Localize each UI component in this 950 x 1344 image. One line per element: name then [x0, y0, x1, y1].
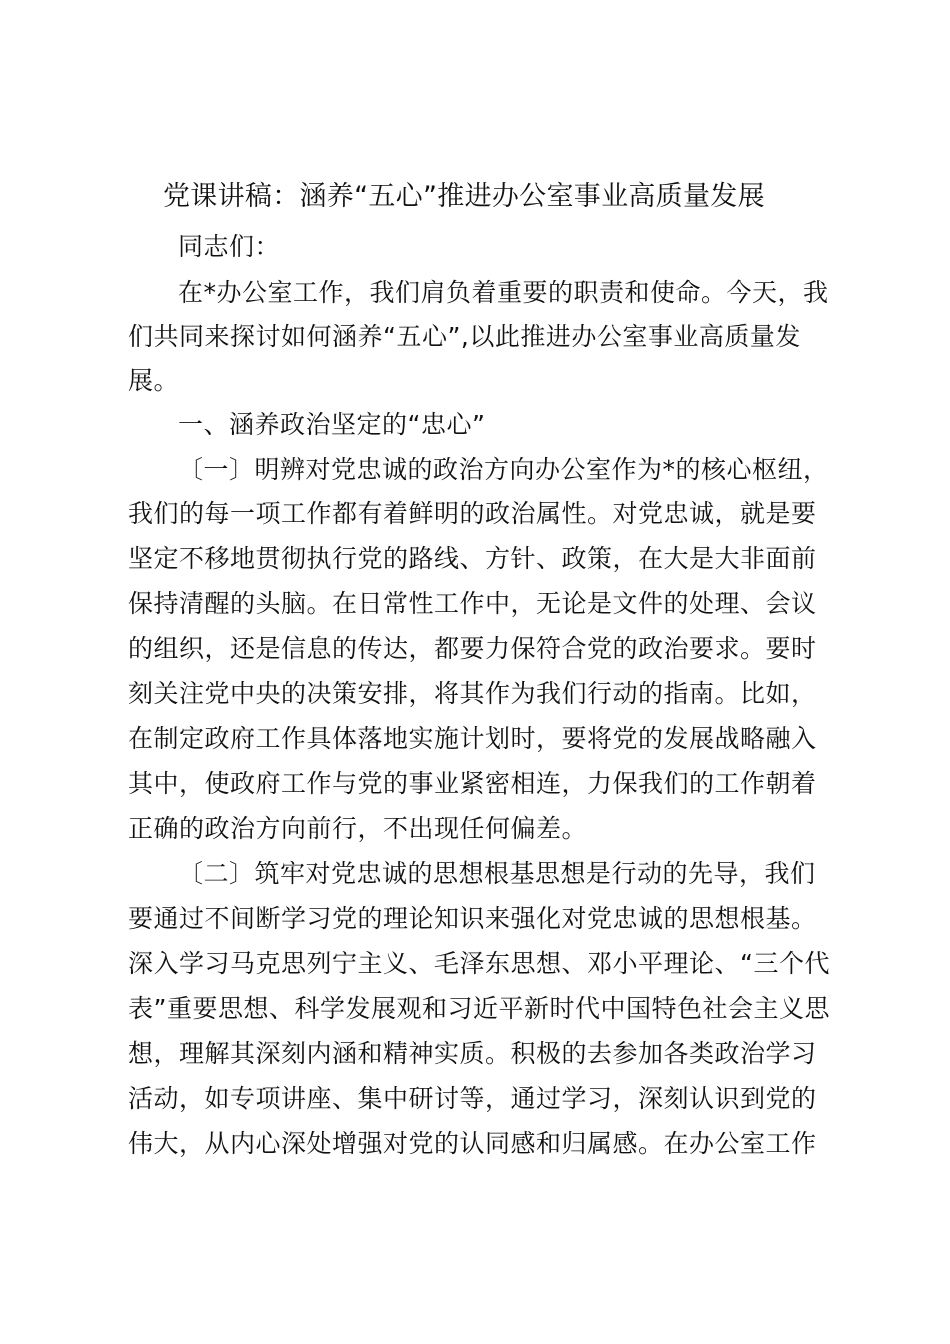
section-heading: 一、涵养政治坚定的“忠心”	[178, 410, 486, 439]
paragraph-line: 深入学习马克思列宁主义、毛泽东思想、邓小平理论、“三个代	[128, 949, 830, 978]
paragraph-line: 刻关注党中央的决策安排，将其作为我们行动的指南。比如，	[128, 679, 817, 708]
paragraph-line: 展。	[128, 366, 180, 395]
paragraph-line: 伟大，从内心深处增强对党的认同感和归属感。在办公室工作	[128, 1129, 817, 1158]
paragraph-line: 正确的政治方向前行，不出现任何偏差。	[128, 814, 588, 843]
paragraph-line: 我们的每一项工作都有着鲜明的政治属性。对党忠诚，就是要	[128, 499, 817, 528]
paragraph-line: 的组织，还是信息的传达，都要力保符合党的政治要求。要时	[128, 634, 817, 663]
greeting: 同志们：	[178, 232, 281, 261]
paragraph-line: 在*办公室工作，我们肩负着重要的职责和使命。今天，我	[178, 278, 829, 307]
paragraph-line: 想，理解其深刻内涵和精神实质。积极的去参加各类政治学习	[128, 1039, 817, 1068]
paragraph-line: 活动，如专项讲座、集中研讨等，通过学习，深刻认识到党的	[128, 1084, 817, 1113]
paragraph-line: 在制定政府工作具体落地实施计划时，要将党的发展战略融入	[128, 724, 817, 753]
document-title: 党课讲稿：涵养“五心”推进办公室事业高质量发展	[163, 181, 765, 212]
paragraph-line: 保持清醒的头脑。在日常性工作中，无论是文件的处理、会议	[128, 589, 817, 618]
paragraph-line: 表”重要思想、科学发展观和习近平新时代中国特色社会主义思	[128, 994, 830, 1023]
subsection-heading: 〔二〕筑牢对党忠诚的思想根基思想是行动的先导，我们	[178, 859, 816, 888]
paragraph-line: 要通过不间断学习党的理论知识来强化对党忠诚的思想根基。	[128, 904, 817, 933]
paragraph-line: 们共同来探讨如何涵养“五心”,以此推进办公室事业高质量发	[128, 322, 801, 351]
paragraph-line: 其中，使政府工作与党的事业紧密相连，力保我们的工作朝着	[128, 769, 817, 798]
subsection-heading: 〔一〕明辨对党忠诚的政治方向办公室作为*的核心枢纽，	[178, 455, 829, 484]
paragraph-line: 坚定不移地贯彻执行党的路线、方针、政策，在大是大非面前	[128, 544, 817, 573]
